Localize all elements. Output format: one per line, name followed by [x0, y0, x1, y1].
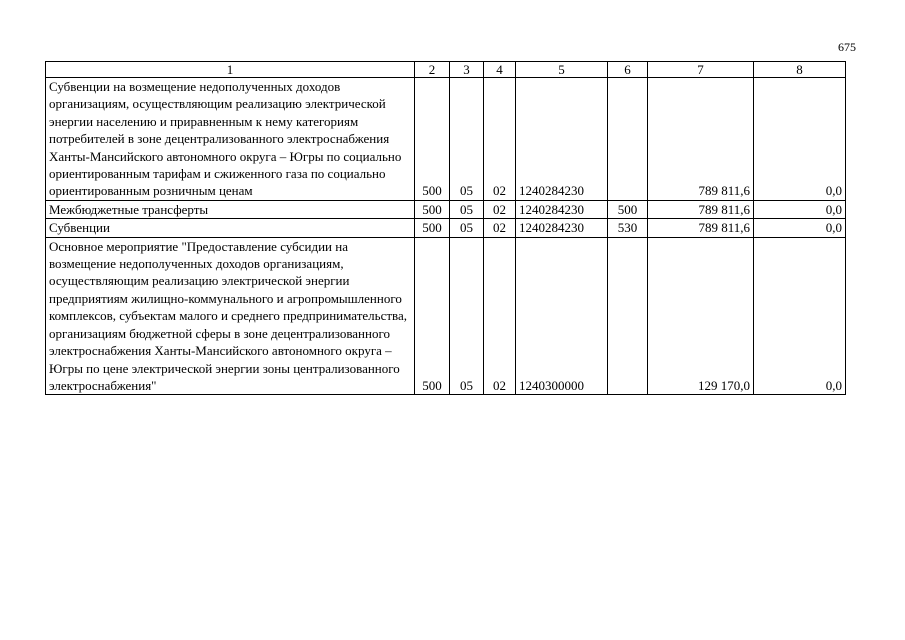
- cell-col7: 129 170,0: [648, 237, 754, 395]
- row-name: Субвенции: [46, 219, 415, 237]
- cell-col6: [608, 78, 648, 201]
- budget-table: [45, 61, 846, 395]
- column-header: 2: [415, 62, 450, 78]
- cell-col4: 02: [484, 78, 516, 201]
- cell-col4: 02: [484, 237, 516, 395]
- cell-col7: 789 811,6: [648, 219, 754, 237]
- cell-col4: 02: [484, 219, 516, 237]
- cell-col5: 1240284230: [516, 219, 608, 237]
- cell-col8: 0,0: [754, 219, 846, 237]
- column-header: 7: [648, 62, 754, 78]
- header-row: [46, 62, 846, 78]
- table-row: [46, 219, 846, 237]
- row-name: Межбюджетные трансферты: [46, 200, 415, 218]
- cell-col3: 05: [450, 237, 484, 395]
- cell-col5: 1240284230: [516, 78, 608, 201]
- column-header: 4: [484, 62, 516, 78]
- row-name: Основное мероприятие "Предоставление субсидии на возмещение недополученных доходов организациям, осуществляющим реализацию электрической энергии предприятиям жилищно-коммунального и агропромышленного комплексов, субъектам малого и среднего предпринимательства, организациям бюджетной сферы в зоне децентрализованного электроснабжения Ханты-Мансийского автономного округа – Югры по цене электрической энергии зоны централизованного электроснабжения": [46, 237, 415, 395]
- cell-col2: 500: [415, 200, 450, 218]
- cell-col8: 0,0: [754, 200, 846, 218]
- cell-col3: 05: [450, 200, 484, 218]
- cell-col5: 1240284230: [516, 200, 608, 218]
- cell-col8: 0,0: [754, 78, 846, 201]
- column-header: 1: [46, 62, 415, 78]
- cell-col3: 05: [450, 219, 484, 237]
- table-row: [46, 237, 846, 395]
- row-name: Субвенции на возмещение недополученных доходов организациям, осуществляющим реализацию электрической энергии населению и приравненным к нему категориям потребителей в зоне децентрализованного электроснабжения Ханты-Мансийского автономного округа – Югры по социально ориентированным тарифам и сжиженного газа по социально ориентированным розничным ценам: [46, 78, 415, 201]
- cell-col7: 789 811,6: [648, 78, 754, 201]
- column-header: 6: [608, 62, 648, 78]
- cell-col3: 05: [450, 78, 484, 201]
- cell-col4: 02: [484, 200, 516, 218]
- cell-col6: 500: [608, 200, 648, 218]
- cell-col5: 1240300000: [516, 237, 608, 395]
- page-number: 675: [838, 40, 856, 54]
- cell-col2: 500: [415, 219, 450, 237]
- column-header: 3: [450, 62, 484, 78]
- cell-col6: [608, 237, 648, 395]
- cell-col2: 500: [415, 78, 450, 201]
- table-row: [46, 200, 846, 218]
- cell-col2: 500: [415, 237, 450, 395]
- cell-col7: 789 811,6: [648, 200, 754, 218]
- cell-col6: 530: [608, 219, 648, 237]
- cell-col8: 0,0: [754, 237, 846, 395]
- table-row: [46, 78, 846, 201]
- column-header: 8: [754, 62, 846, 78]
- column-header: 5: [516, 62, 608, 78]
